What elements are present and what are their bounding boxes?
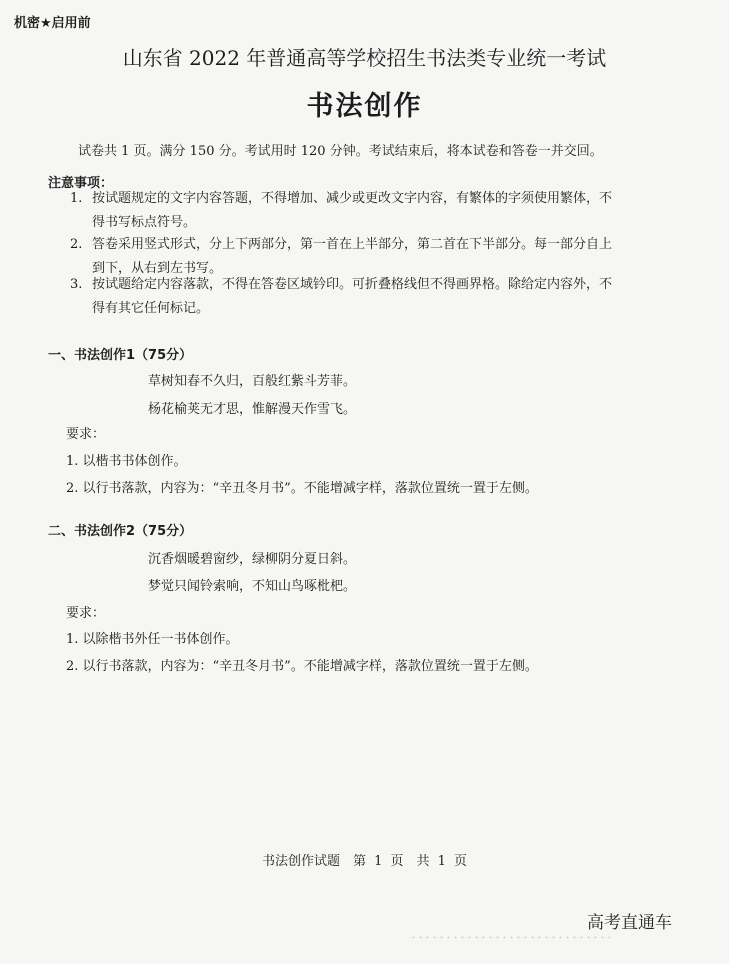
notice-item-number: 3. bbox=[70, 277, 83, 292]
poem-line: 沉香烟暖碧窗纱，绿柳阴分夏日斜。 bbox=[148, 552, 357, 567]
requirements-label: 要求： bbox=[66, 427, 106, 442]
notice-item-text: 按试题规定的文字内容答题，不得增加、减少或更改文字内容，有繁体的字须使用繁体，不得书写标点符号。 bbox=[92, 191, 613, 230]
notice-item bbox=[70, 187, 620, 235]
poem-line: 杨花榆荚无才思，惟解漫天作雪飞。 bbox=[148, 402, 357, 417]
page-footer: 书法创作试题 第 1 页 共 1 页 bbox=[261, 854, 468, 869]
exam-title: 山东省 2022 年普通高等学校招生书法类专业统一考试 bbox=[122, 46, 607, 70]
notice-item-number: 2. bbox=[70, 237, 83, 252]
notice-item-number: 1. bbox=[70, 191, 83, 206]
notice-item-text: 按试题给定内容落款，不得在答卷区域钤印。可折叠格线但不得画界格。除给定内容外，不得有其它任何标记。 bbox=[92, 277, 613, 316]
requirement-item: 1. 以除楷书外任一书体创作。 bbox=[66, 632, 239, 647]
confidential-mark: 机密★启用前 bbox=[14, 16, 91, 31]
requirement-item: 1. 以楷书书体创作。 bbox=[66, 454, 187, 469]
scan-noise bbox=[410, 935, 610, 941]
section-title: 一、书法创作1（75分） bbox=[48, 348, 193, 363]
requirements-label: 要求： bbox=[66, 606, 106, 621]
notice-title: 注意事项： bbox=[48, 176, 114, 191]
requirement-item: 2. 以行书落款，内容为：“辛丑冬月书”。不能增减字样，落款位置统一置于左侧。 bbox=[66, 659, 538, 674]
poem-line: 梦觉只闻铃索响，不知山鸟啄枇杷。 bbox=[148, 579, 357, 594]
exam-intro: 试卷共 1 页。满分 150 分。考试用时 120 分钟。考试结束后，将本试卷和答卷一并交回。 bbox=[78, 144, 603, 159]
notice-item bbox=[70, 273, 620, 321]
poem-line: 草树知春不久归，百般红紫斗芳菲。 bbox=[148, 374, 357, 389]
notice-item-text: 答卷采用竖式形式，分上下两部分，第一首在上半部分，第二首在下半部分。每一部分自上到下，从右到左书写。 bbox=[92, 237, 613, 276]
watermark-text: 高考直通车 bbox=[587, 913, 672, 933]
requirement-item: 2. 以行书落款，内容为：“辛丑冬月书”。不能增减字样，落款位置统一置于左侧。 bbox=[66, 481, 538, 496]
subject-title: 书法创作 bbox=[306, 91, 423, 122]
section-title: 二、书法创作2（75分） bbox=[48, 524, 193, 539]
